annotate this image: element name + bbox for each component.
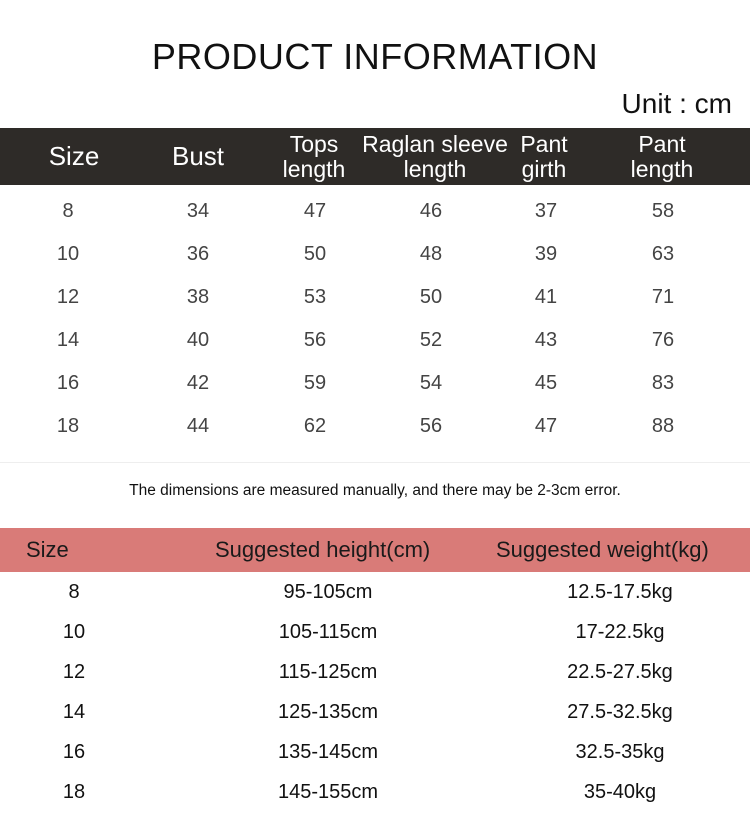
cell-tops-length: 47 xyxy=(303,200,327,222)
cell-pant-girth: 43 xyxy=(534,329,558,351)
table-row xyxy=(0,276,750,319)
cell-tops-length: 53 xyxy=(303,286,327,308)
cell-weight: 17-22.5kg xyxy=(575,620,665,643)
cell-bust: 42 xyxy=(186,372,210,394)
page-title: PRODUCT INFORMATION xyxy=(151,36,599,77)
table-row xyxy=(0,362,750,405)
cell-height: 115-125cm xyxy=(278,660,378,683)
cell-size: 12 xyxy=(62,660,86,683)
cell-raglan-sleeve-length: 50 xyxy=(419,286,443,308)
cell-pant-length: 76 xyxy=(651,329,675,351)
cell-weight: 35-40kg xyxy=(583,780,657,803)
cell-raglan-sleeve-length: 54 xyxy=(419,372,443,394)
header-suggested-weight: Suggested weight(kg) xyxy=(496,537,709,562)
cell-raglan-sleeve-length: 52 xyxy=(419,329,443,351)
cell-pant-girth: 45 xyxy=(534,372,558,394)
cell-raglan-sleeve-length: 46 xyxy=(419,200,443,222)
table-row xyxy=(0,233,750,276)
cell-bust: 40 xyxy=(186,329,210,351)
cell-size: 10 xyxy=(56,243,80,265)
cell-pant-length: 58 xyxy=(651,200,675,222)
header-suggested-height: Suggested height(cm) xyxy=(215,537,431,562)
table-row xyxy=(0,772,750,812)
cell-size: 14 xyxy=(56,329,80,351)
cell-pant-girth: 37 xyxy=(534,200,558,222)
cell-pant-length: 83 xyxy=(651,372,675,394)
header-raglan-sleeve-length: Raglan sleeve length xyxy=(362,130,508,182)
header-bust: Bust xyxy=(171,141,225,171)
cell-pant-girth: 41 xyxy=(534,286,558,308)
header-pant-girth: Pant girth xyxy=(520,130,568,182)
cell-pant-length: 71 xyxy=(651,286,675,308)
cell-size: 8 xyxy=(62,200,74,222)
cell-pant-girth: 47 xyxy=(534,415,558,437)
cell-height: 145-155cm xyxy=(277,780,379,803)
cell-size: 18 xyxy=(62,780,86,803)
size-table-header xyxy=(0,128,750,185)
cell-weight: 22.5-27.5kg xyxy=(567,660,673,683)
header-size: Size xyxy=(26,537,69,562)
cell-pant-length: 63 xyxy=(651,243,675,265)
cell-size: 10 xyxy=(62,620,86,643)
section-divider xyxy=(0,462,750,463)
unit-label: Unit : cm xyxy=(621,88,732,119)
table-row xyxy=(0,732,750,772)
header-size: Size xyxy=(48,141,100,171)
table-row xyxy=(0,652,750,692)
cell-size: 12 xyxy=(56,286,80,308)
header-pant-length: Pant length xyxy=(630,130,694,182)
cell-height: 125-135cm xyxy=(277,700,379,723)
table-row xyxy=(0,572,750,612)
table-row xyxy=(0,405,750,448)
cell-size: 16 xyxy=(56,372,80,394)
cell-tops-length: 62 xyxy=(303,415,327,437)
cell-raglan-sleeve-length: 56 xyxy=(419,415,443,437)
cell-pant-girth: 39 xyxy=(534,243,558,265)
cell-height: 95-105cm xyxy=(283,580,373,603)
cell-size: 14 xyxy=(62,700,86,723)
cell-bust: 36 xyxy=(186,243,210,265)
cell-height: 135-145cm xyxy=(277,740,379,763)
cell-tops-length: 56 xyxy=(303,329,327,351)
cell-raglan-sleeve-length: 48 xyxy=(419,243,443,265)
measurement-note: The dimensions are measured manually, and there may be 2-3cm error. xyxy=(129,482,621,499)
cell-height: 105-115cm xyxy=(278,620,378,643)
cell-weight: 27.5-32.5kg xyxy=(567,700,673,723)
table-row xyxy=(0,190,750,233)
cell-size: 18 xyxy=(56,415,80,437)
cell-pant-length: 88 xyxy=(651,415,675,437)
cell-size: 8 xyxy=(68,580,80,603)
cell-tops-length: 59 xyxy=(303,372,327,394)
cell-bust: 44 xyxy=(186,415,210,437)
header-tops-length: Tops length xyxy=(282,130,346,182)
suggest-table-header xyxy=(0,528,750,572)
cell-bust: 34 xyxy=(186,200,210,222)
cell-weight: 12.5-17.5kg xyxy=(567,580,673,603)
cell-tops-length: 50 xyxy=(303,243,327,265)
cell-bust: 38 xyxy=(186,286,210,308)
cell-size: 16 xyxy=(62,740,86,763)
table-row xyxy=(0,692,750,732)
table-row xyxy=(0,319,750,362)
cell-weight: 32.5-35kg xyxy=(575,740,665,763)
table-row xyxy=(0,612,750,652)
